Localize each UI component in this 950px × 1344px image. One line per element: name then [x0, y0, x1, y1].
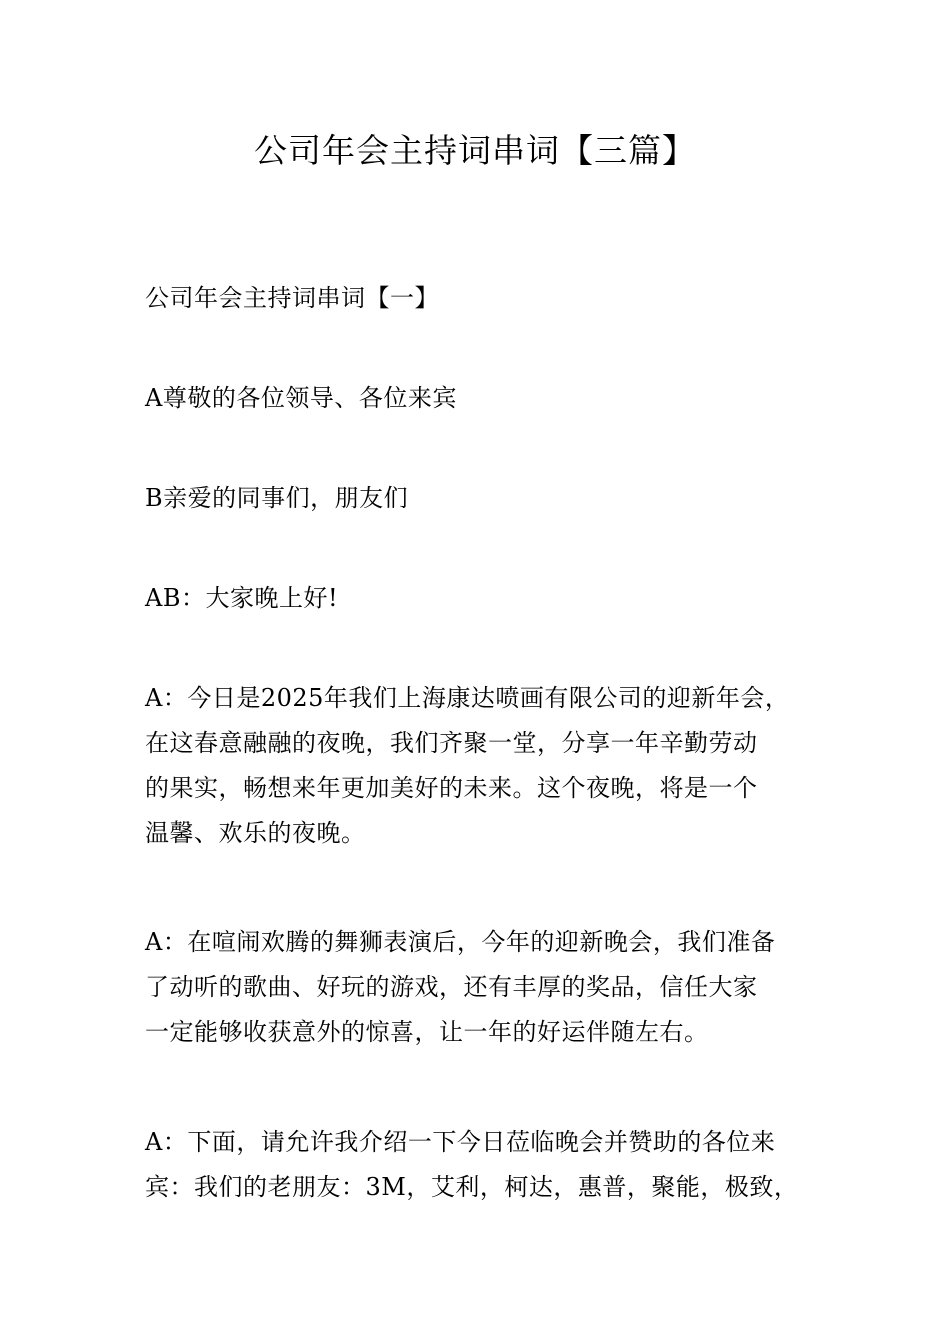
paragraph-line: AB：大家晚上好!	[145, 584, 339, 612]
paragraph-program	[145, 920, 825, 1055]
document-title: 公司年会主持词串词【三篇】	[254, 131, 696, 170]
paragraph-greeting-b	[145, 476, 825, 521]
paragraph-greeting-ab	[145, 576, 825, 621]
paragraph-greeting-a	[145, 376, 825, 421]
paragraph-line: A：今日是2025年我们上海康达喷画有限公司的迎新年会，	[145, 684, 790, 712]
paragraph-line: 在这春意融融的夜晚，我们齐聚一堂，分享一年辛勤劳动	[145, 729, 758, 757]
paragraph-heading-one	[145, 276, 825, 321]
paragraph-line: 宾：我们的老朋友：3M，艾利，柯达，惠普，聚能，极致，	[145, 1173, 799, 1201]
paragraph-line: A：在喧闹欢腾的舞狮表演后，今年的迎新晚会，我们准备	[145, 928, 776, 956]
paragraph-line: A尊敬的各位领导、各位来宾	[145, 384, 457, 412]
paragraph-guests	[145, 1120, 825, 1210]
paragraph-line: 的果实，畅想来年更加美好的未来。这个夜晚，将是一个	[145, 774, 758, 802]
paragraph-line: 温馨、欢乐的夜晚。	[145, 819, 366, 847]
paragraph-line: 了动听的歌曲、好玩的游戏，还有丰厚的奖品，信任大家	[145, 973, 758, 1001]
paragraph-line: A：下面，请允许我介绍一下今日莅临晚会并赞助的各位来	[145, 1128, 776, 1156]
paragraph-line: B亲爱的同事们，朋友们	[145, 484, 409, 512]
paragraph-line: 公司年会主持词串词【一】	[145, 284, 439, 312]
paragraph-line: 一定能够收获意外的惊喜，让一年的好运伴随左右。	[145, 1018, 709, 1046]
paragraph-intro	[145, 676, 825, 856]
